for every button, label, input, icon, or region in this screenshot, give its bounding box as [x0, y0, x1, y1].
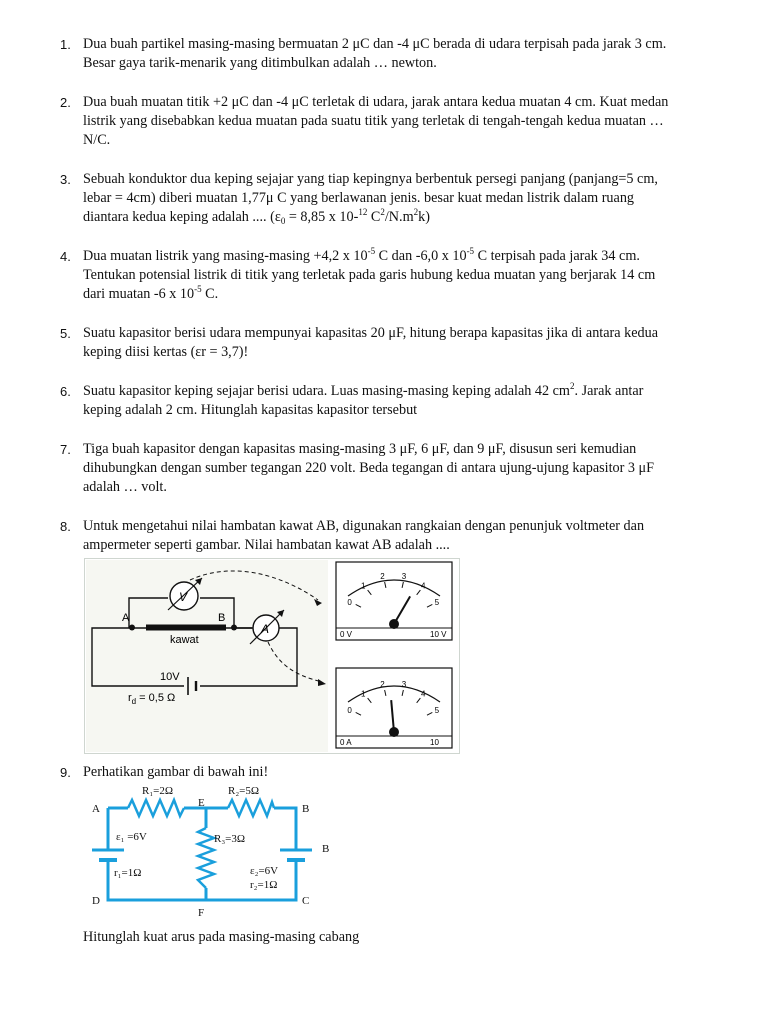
question-text: keping diisi kertas (εr = 3,7)! — [83, 344, 249, 360]
point-a-dot — [129, 625, 135, 631]
circuit-panel — [86, 560, 328, 752]
question-text: dihubungkan dengan sumber tegangan 220 volt. Beda tegangan di antara ujung-ujung kapasitor 3 μF — [83, 460, 655, 476]
voltmeter-letter: V — [179, 590, 188, 604]
question-text: Besar gaya tarik-menarik yang ditimbulkan adalah … newton. — [83, 55, 437, 71]
voltmeter-tick-label: 2 — [380, 572, 385, 582]
ammeter-dial — [336, 668, 452, 748]
e2-label: ε₂=6V — [250, 865, 279, 877]
figure-8-svg — [84, 558, 460, 754]
resistor-r3 — [198, 828, 214, 888]
point-b-dot — [231, 625, 237, 631]
question-number: 1. — [60, 37, 71, 52]
question-number: 7. — [60, 442, 71, 457]
node-b2-label: B — [322, 843, 330, 855]
question-text: keping adalah 2 cm. Hitunglah kapasitas kapasitor tersebut — [83, 402, 418, 418]
ammeter-right-label: 10 — [430, 738, 439, 747]
emf-label: 10V — [160, 671, 180, 683]
battery-gap — [184, 680, 200, 692]
internal-resistance-label: $r_d = 0,5$ Ω — [128, 692, 176, 706]
figure-9 — [84, 780, 344, 920]
ammeter-tick-label: 0 — [347, 705, 352, 715]
resistor-r1 — [128, 800, 184, 816]
kawat-label: kawat — [170, 634, 199, 646]
question-text: Sebuah konduktor dua keping sejajar yang tiap kepingnya berbentuk persegi panjang (panjang=5 cm, — [83, 171, 658, 187]
ammeter-tick-label: 5 — [434, 705, 440, 715]
voltmeter-tick-label: 3 — [401, 572, 407, 582]
voltmeter-tick-label: 0 — [347, 597, 352, 607]
question-text: Dua buah muatan titik +2 μC dan -4 μC terletak di udara, jarak antara kedua muatan 4 cm. Kuat medan — [83, 94, 669, 110]
ammeter-left-label: 0 A — [340, 738, 352, 747]
question-number: 2. — [60, 95, 71, 110]
ammeter-tick-label: 4 — [421, 689, 426, 699]
question-9-task — [83, 928, 753, 947]
voltmeter-tick-label: 5 — [434, 597, 440, 607]
question-text: Perhatikan gambar di bawah ini! — [83, 764, 269, 780]
node-c-label: C — [302, 895, 310, 907]
r3-label: R₃=3Ω — [214, 833, 246, 845]
question-text: Tiga buah kapasitor dengan kapasitas masing-masing 3 μF, 6 μF, dan 9 μF, disusun seri kemudian — [83, 441, 637, 457]
question-number: 4. — [60, 249, 71, 264]
question-text: Suatu kapasitor berisi udara mempunyai kapasitas 20 μF, hitung berapa kapasitas jika di antara kedua — [83, 325, 658, 341]
voltmeter-pivot — [389, 619, 399, 629]
ammeter-letter: A — [261, 622, 270, 636]
voltmeter-dial — [336, 562, 452, 640]
question-text: Tentukan potensial listrik di titik yang terletak pada garis hubung kedua muatan yang berjarak 14 cm — [83, 267, 656, 283]
question-text: Suatu kapasitor keping sejajar berisi udara. Luas masing-masing keping adalah 42 $cm^2$. Jarak antar — [83, 381, 644, 399]
node-a-label: A — [92, 803, 100, 815]
question-text: listrik yang disebabkan kedua muatan pada suatu titik yang terletak di tengah-tengah kedua muatan … — [83, 113, 664, 129]
point-a-label: A — [122, 612, 130, 624]
node-f-label: F — [198, 907, 205, 919]
figure-8 — [84, 558, 460, 754]
question-task-text: Hitunglah kuat arus pada masing-masing cabang — [83, 929, 360, 945]
question-text: Untuk mengetahui nilai hambatan kawat AB, digunakan rangkaian dengan penunjuk voltmeter dan — [83, 518, 645, 534]
question-text: N/C. — [83, 132, 111, 148]
question-number: 3. — [60, 172, 71, 187]
question-number: 8. — [60, 519, 71, 534]
figure-9-svg — [84, 780, 344, 920]
ammeter-tick-label: 3 — [401, 680, 407, 690]
question-number: 9. — [60, 765, 71, 780]
node-e-label: E — [198, 797, 205, 809]
node-b-label: B — [302, 803, 310, 815]
ammeter-tick-label: 2 — [380, 680, 385, 690]
question-number: 5. — [60, 326, 71, 341]
question-text: Dua buah partikel masing-masing bermuatan 2 μC dan -4 μC berada di udara terpisah pada jarak 3 cm. — [83, 36, 667, 52]
r2-internal-label: r₂=1Ω — [250, 879, 278, 891]
kawat-wire — [146, 625, 226, 631]
node-d-label: D — [92, 895, 100, 907]
e1-label: ε₁ =6V — [116, 831, 147, 843]
r2-label: R₂=5Ω — [228, 785, 260, 797]
question-text: lebar = 4cm) diberi muatan 1,77μ C yang berlawanan jenis. besar kuat medan listrik dalam ruang — [83, 190, 635, 206]
voltmeter-right-label: 10 V — [430, 630, 447, 639]
question-number: 6. — [60, 384, 71, 399]
question-text: adalah … volt. — [83, 479, 167, 495]
question-text: diantara kedua keping adalah .... ($\varepsilon_0 = 8,85$ x 10-$^{12}$ $C^2/N.m^2k$) — [83, 207, 430, 226]
ammeter-pivot — [389, 727, 399, 737]
question-text: ampermeter seperti gambar. Nilai hambatan kawat AB adalah .... — [83, 537, 450, 553]
question-text: Dua muatan listrik yang masing-masing +4,2 x $10^{-5}$ C dan -6,0 x $10^{-5}$ C terpisah pada jarak 34 cm. — [83, 246, 640, 264]
point-b-label: B — [218, 612, 226, 624]
question-text: dari muatan -6 x $10^{-5}$ C. — [83, 284, 219, 302]
ammeter-tick-label: 1 — [360, 689, 366, 699]
voltmeter-tick-label: 4 — [421, 581, 426, 591]
resistor-r2 — [228, 800, 274, 816]
voltmeter-left-label: 0 V — [340, 630, 353, 639]
voltmeter-tick-label: 1 — [360, 581, 366, 591]
r1-label: R₁=2Ω — [142, 785, 174, 797]
r1-internal-label: r₁=1Ω — [114, 867, 142, 879]
